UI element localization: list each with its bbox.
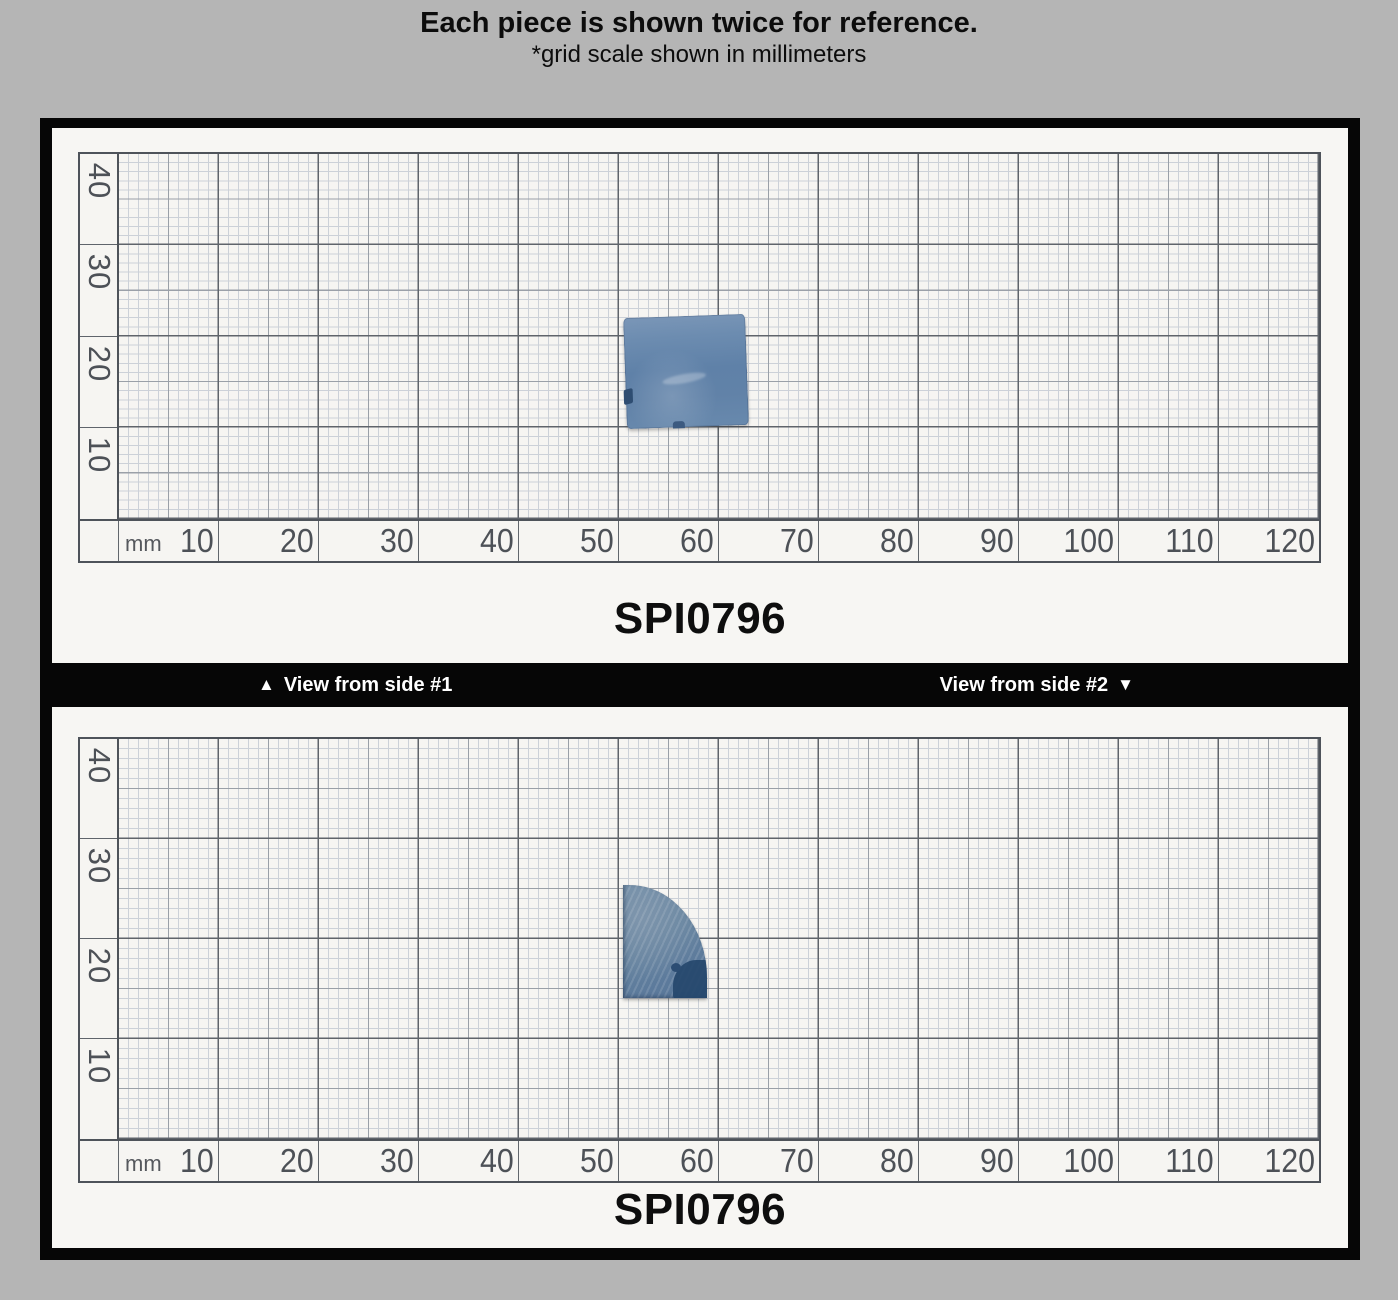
x-axis-tick-cell — [119, 521, 219, 561]
x-axis-tick-label: 100 — [1063, 522, 1114, 559]
x-axis-tick-label: 110 — [1165, 1142, 1214, 1179]
x-axis-tick-label: 100 — [1063, 1142, 1114, 1179]
y-axis-tick-label: 30 — [81, 847, 117, 885]
sample-piece-square — [623, 314, 749, 429]
divider-bar — [40, 663, 1360, 707]
y-axis-tick-cell — [80, 337, 117, 428]
x-axis-tick-label: 70 — [780, 522, 814, 559]
x-axis-tick-label: 20 — [280, 1142, 314, 1179]
x-axis-tick-label: 50 — [580, 1142, 614, 1179]
down-triangle-icon: ▼ — [1117, 675, 1134, 694]
x-axis-tick-label: 60 — [680, 522, 714, 559]
y-axis-tick-label: 20 — [81, 345, 117, 382]
x-axis-tick-label: 10 — [180, 522, 214, 559]
x-axis-tick-label: 10 — [180, 1142, 214, 1179]
header-title: Each piece is shown twice for reference. — [420, 7, 978, 39]
x-axis-tick-cell — [819, 1141, 919, 1181]
x-axis-tick-cell — [1219, 521, 1319, 561]
y-axis-tick-cell — [80, 245, 117, 336]
x-axis-tick-label: 30 — [380, 522, 414, 559]
photo-panel-side-2 — [52, 707, 1348, 1248]
x-axis-tick-cell — [719, 1141, 819, 1181]
x-axis-tick-cell — [319, 521, 419, 561]
y-axis-tick-label: 10 — [81, 436, 117, 473]
y-axis-tick-cell — [80, 739, 117, 839]
x-axis-tick-label: 80 — [880, 1142, 914, 1179]
part-number-label: SPI0796 — [613, 594, 787, 643]
x-axis-tick-label: 120 — [1264, 1142, 1315, 1179]
x-axis-tick-cell — [619, 1141, 719, 1181]
up-triangle-icon: ▲ — [258, 675, 275, 694]
x-axis-tick-cell — [1119, 521, 1219, 561]
x-axis-tick-label: 90 — [980, 1142, 1014, 1179]
photo-frame — [40, 118, 1360, 1260]
x-axis-tick-label: 90 — [980, 522, 1014, 559]
x-axis-tick-cell — [419, 1141, 519, 1181]
y-axis-tick-cell — [80, 1039, 117, 1139]
x-axis-tick-cell — [1019, 1141, 1119, 1181]
x-axis-tick-cell — [719, 521, 819, 561]
millimeter-grid — [119, 739, 1319, 1139]
y-axis-tick-cell — [80, 939, 117, 1039]
x-axis-tick-cell — [619, 521, 719, 561]
x-axis-tick-label: 50 — [580, 522, 614, 559]
part-number-label: SPI0796 — [613, 1185, 787, 1234]
piece-sheen-highlight — [661, 370, 706, 387]
y-axis-tick-label: 40 — [81, 747, 117, 785]
x-axis-row — [80, 519, 1319, 561]
x-axis-tick-label: 110 — [1165, 522, 1214, 559]
x-axis-tick-cell — [219, 1141, 319, 1181]
x-axis-tick-label: 40 — [480, 522, 514, 559]
x-axis-tick-cell — [519, 521, 619, 561]
x-axis-tick-cell — [319, 1141, 419, 1181]
y-axis-label-column — [80, 739, 119, 1139]
y-axis-tick-label: 40 — [81, 162, 117, 200]
x-axis-tick-cell — [1019, 521, 1119, 561]
page-header — [0, 6, 1398, 70]
x-axis-tick-label: 70 — [780, 1142, 814, 1179]
unit-label: mm — [125, 531, 162, 556]
unit-label: mm — [125, 1151, 162, 1176]
x-axis-tick-cell — [919, 1141, 1019, 1181]
header-subtitle: *grid scale shown in millimeters — [531, 41, 867, 68]
y-axis-tick-label: 10 — [81, 1047, 117, 1085]
x-axis-tick-cell — [919, 521, 1019, 561]
x-axis-tick-label: 120 — [1264, 522, 1315, 559]
y-axis-tick-label: 20 — [81, 947, 117, 985]
x-axis-tick-label: 80 — [880, 522, 914, 559]
x-axis-tick-cell — [819, 521, 919, 561]
x-axis-tick-label: 30 — [380, 1142, 414, 1179]
x-axis-row — [80, 1139, 1319, 1181]
x-axis-tick-cell — [419, 521, 519, 561]
photo-panel-side-1 — [52, 128, 1348, 663]
piece-dark-spot — [671, 963, 681, 972]
x-axis-tick-cell — [1119, 1141, 1219, 1181]
piece-edge-chip — [673, 421, 685, 428]
x-axis-tick-cell — [1219, 1141, 1319, 1181]
x-axis-tick-cell — [519, 1141, 619, 1181]
x-axis-tick-label: 60 — [680, 1142, 714, 1179]
x-axis-lead-cell — [80, 1141, 119, 1181]
piece-edge-notch — [624, 388, 633, 405]
y-axis-tick-label: 30 — [81, 254, 117, 291]
y-axis-label-column — [80, 154, 119, 519]
y-axis-tick-cell — [80, 428, 117, 519]
x-axis-tick-cell — [119, 1141, 219, 1181]
x-axis-tick-cell — [219, 521, 319, 561]
y-axis-tick-cell — [80, 839, 117, 939]
x-axis-lead-cell — [80, 521, 119, 561]
view-side-1-label: ▲ View from side #1 — [258, 674, 453, 696]
x-axis-tick-label: 40 — [480, 1142, 514, 1179]
view-side-2-label: View from side #2 ▼ — [939, 674, 1134, 696]
x-axis-tick-label: 20 — [280, 522, 314, 559]
y-axis-tick-cell — [80, 154, 117, 245]
